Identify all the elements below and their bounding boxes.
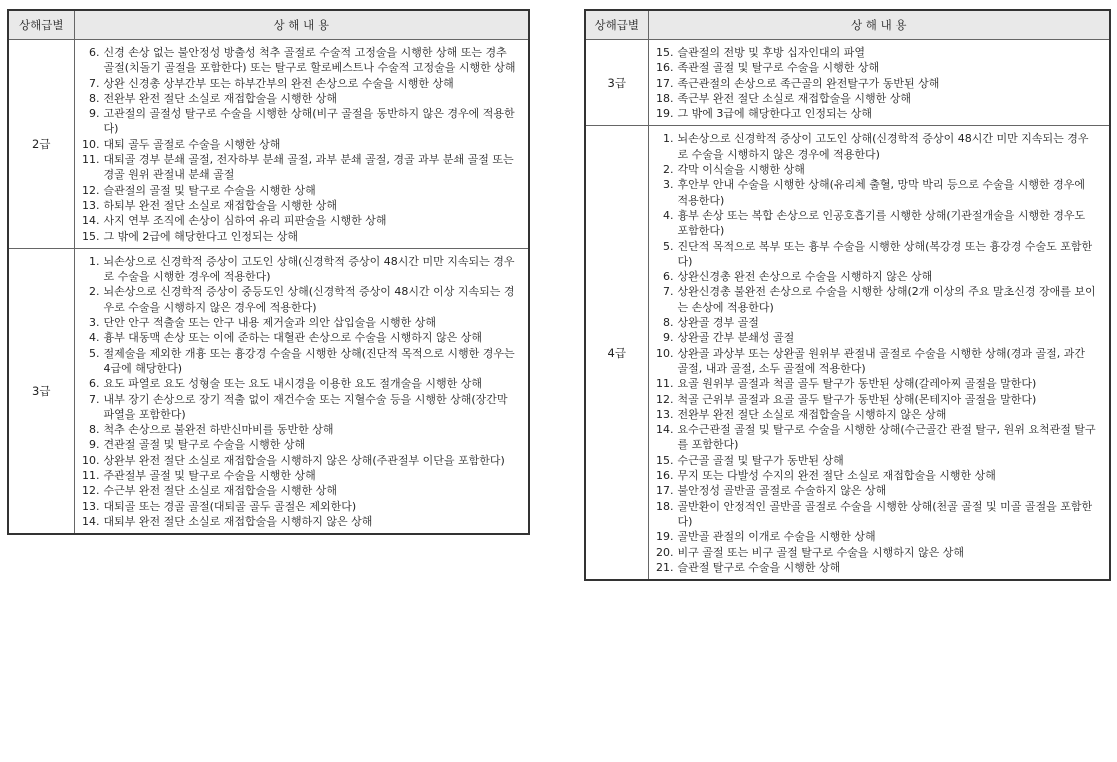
grade-cell: 2급 [8,40,74,249]
list-item [655,560,1100,575]
item-text: 흉부 손상 또는 복합 손상으로 인공호흡기를 시행한 상해(기관절개술을 시행한 경우도 포함한다) [677,208,1086,238]
list-item [655,453,1100,468]
item-number: 5. [663,239,674,253]
item-number: 12. [82,484,100,498]
item-text: 수근골 골절 및 탈구가 동반된 상해 [677,453,844,467]
content-cell [648,126,1110,580]
item-text: 뇌손상으로 신경학적 증상이 고도인 상해(신경학적 증상이 48시간 미만 지속되는 경우로 수술을 시행한 경우에 적용한다) [103,254,515,284]
list-item [655,483,1100,498]
list-item [81,483,519,498]
item-text: 대퇴부 완전 절단 소실로 재접합술을 시행하지 않은 상해 [103,514,373,528]
item-number: 16. [656,61,674,75]
item-text: 슬관절의 전방 및 후방 십자인대의 파열 [677,46,865,59]
list-item [655,407,1100,422]
item-number: 1. [89,254,100,268]
list-item [81,499,519,514]
item-number: 2. [663,163,674,177]
item-text: 상완골 과상부 또는 상완골 원위부 관절내 골절로 수술을 시행한 상해(경과 골절, 과간 골절, 내과 골절, 소두 골절에 적용한다) [677,346,1086,375]
item-text: 요수근관절 골절 및 탈구로 수술을 시행한 상해(수근골간 관절 탈구, 원위 요척관절 탈구를 포함한다) [677,423,1096,452]
list-item [81,468,519,483]
list-item [655,346,1100,377]
list-item [655,392,1100,407]
item-text: 뇌손상으로 신경학적 증상이 고도인 상해(신경학적 증상이 48시간 미만 지속되는 경우로 수술을 시행하지 않은 경우에 적용한다) [677,132,1089,161]
item-number: 3. [89,316,100,330]
item-number: 12. [656,392,674,406]
item-number: 15. [82,229,100,243]
item-number: 6. [663,270,674,284]
item-text: 진단적 목적으로 복부 또는 흉부 수술을 시행한 상해(복강경 또는 흉강경 수술도 포함한다) [677,239,1093,268]
item-number: 17. [656,484,674,498]
item-text: 견관절 골절 및 탈구로 수술을 시행한 상해 [103,438,306,452]
list-item [655,162,1100,177]
item-number: 17. [656,76,674,90]
list-item [655,45,1100,60]
item-number: 1. [663,132,674,146]
item-text: 고관절의 골절성 탈구로 수술을 시행한 상해(비구 골절을 동반하지 않은 경우에 적용한다) [103,107,515,136]
list-item [81,76,519,91]
item-number: 11. [82,469,100,483]
list-item [655,468,1100,483]
item-number: 10. [82,137,100,151]
list-item [655,91,1100,106]
item-text: 골반환이 안정적인 골반골 골절로 수술을 시행한 상해(천골 골절 및 미골 골절을 포함한다) [677,499,1093,528]
item-number: 18. [656,499,674,513]
item-text: 절제술을 제외한 개흉 또는 흉강경 수술을 시행한 상해(진단적 목적으로 시행한 경우는 4급에 해당한다) [103,346,515,375]
item-text: 척골 근위부 골절과 요골 골두 탈구가 동반된 상해(몬테지아 골절을 말한다) [677,392,1037,406]
list-item [81,137,519,152]
item-number: 19. [656,530,674,544]
list-item [81,392,519,423]
item-number: 12. [82,183,100,197]
list-item [81,376,519,391]
item-text: 슬관절 탈구로 수술을 시행한 상해 [677,560,841,574]
item-text: 전완부 완전 절단 소실로 재접합술을 시행한 상해 [103,91,337,105]
header-content: 상 해 내 용 [74,10,529,40]
item-text: 사지 연부 조직에 손상이 심하여 유리 피판술을 시행한 상해 [103,214,387,228]
table-row [585,40,1110,126]
item-text: 대퇴 골두 골절로 수술을 시행한 상해 [103,137,281,151]
list-item [81,437,519,452]
item-number: 4. [663,208,674,222]
table-row [585,126,1110,580]
injury-list [75,249,529,533]
grade-cell: 4급 [585,126,648,580]
item-number: 10. [656,346,674,360]
list-item [81,229,519,244]
item-text: 신경 손상 없는 불안정성 방출성 척추 골절로 수술적 고정술을 시행한 상해 또는 경추 골절(치돌기 골절을 포함한다) 또는 탈구로 할로베스트나 수술적 고정술을 시행한 상해 [103,46,516,75]
item-number: 11. [656,377,674,391]
item-text: 상완신경총 불완전 손상으로 수술을 시행한 상해(2개 이상의 주요 말초신경 장애를 보이는 손상에 적용한다) [677,285,1096,314]
item-text: 족근관절의 손상으로 족근골의 완전탈구가 동반된 상해 [677,76,940,90]
list-item [655,269,1100,284]
item-text: 내부 장기 손상으로 장기 적출 없이 재건수술 또는 지혈수술 등을 시행한 상해(장간막 파열을 포함한다) [103,392,508,421]
item-number: 7. [89,392,100,406]
item-number: 16. [656,469,674,483]
item-text: 흉부 대동맥 손상 또는 이에 준하는 대혈관 손상으로 수술을 시행하지 않은 상해 [103,331,482,345]
list-item [81,284,519,315]
list-item [81,106,519,137]
item-text: 후안부 안내 수술을 시행한 상해(유리체 출혈, 망막 박리 등으로 수술을 시행한 경우에 적용한다) [677,178,1086,207]
list-item [655,422,1100,453]
item-number: 9. [89,107,100,121]
list-item [655,60,1100,75]
item-number: 3. [663,178,674,192]
item-text: 족관절 골절 및 탈구로 수술을 시행한 상해 [677,61,880,75]
item-number: 14. [82,514,100,528]
content-cell [74,248,529,534]
table-body [8,40,529,535]
list-item [655,239,1100,270]
item-number: 20. [656,545,674,559]
grade-cell: 3급 [8,248,74,534]
list-item [655,177,1100,208]
item-number: 5. [89,346,100,360]
item-text: 주관절부 골절 및 탈구로 수술을 시행한 상해 [103,469,316,483]
list-item [81,198,519,213]
item-number: 2. [89,285,100,299]
list-item [81,91,519,106]
grade-cell: 3급 [585,40,648,126]
item-number: 19. [656,107,674,121]
item-text: 상완골 간부 분쇄성 골절 [677,331,795,345]
list-item [655,131,1100,162]
item-number: 9. [89,438,100,452]
list-item [81,152,519,183]
item-number: 7. [663,285,674,299]
item-text: 족근부 완전 절단 소실로 재접합술을 시행한 상해 [677,91,911,105]
item-number: 10. [82,453,100,467]
list-item [655,376,1100,391]
item-text: 비구 골절 또는 비구 골절 탈구로 수술을 시행하지 않은 상해 [677,545,964,559]
item-number: 8. [89,423,100,437]
injury-list [75,40,529,248]
item-text: 하퇴부 완전 절단 소실로 재접합술을 시행한 상해 [103,198,337,212]
list-item [81,453,519,468]
table-body [585,40,1110,581]
header-row [585,10,1110,40]
list-item [81,254,519,285]
list-item [655,315,1100,330]
item-text: 상완부 완전 절단 소실로 재접합술을 시행하지 않은 상해(주관절부 이단을 포함한다) [103,453,505,467]
item-number: 7. [89,76,100,90]
item-text: 척추 손상으로 불완전 하반신마비를 동반한 상해 [103,423,334,437]
item-text: 상완신경총 완전 손상으로 수술을 시행하지 않은 상해 [677,270,933,284]
list-item [655,76,1100,91]
injury-grade-table-right [584,9,1111,581]
item-text: 대퇴골 경부 분쇄 골절, 전자하부 분쇄 골절, 과부 분쇄 골절, 경골 과부 분쇄 골절 또는 경골 원위 관절내 분쇄 골절 [103,153,514,182]
list-item [81,45,519,76]
item-text: 그 밖에 3급에 해당한다고 인정되는 상해 [677,107,872,121]
list-item [655,284,1100,315]
item-text: 슬관절의 골절 및 탈구로 수술을 시행한 상해 [103,183,316,197]
item-number: 18. [656,91,674,105]
item-number: 21. [656,560,674,574]
list-item [655,529,1100,544]
table-row [8,248,529,534]
list-item [655,499,1100,530]
item-number: 9. [663,331,674,345]
item-text: 요골 원위부 골절과 척골 골두 탈구가 동반된 상해(갈레아찌 골절을 말한다) [677,377,1037,391]
injury-list [649,40,1110,125]
item-text: 요도 파열로 요도 성형술 또는 요도 내시경을 이용한 요도 절개술을 시행한 상해 [103,377,482,391]
list-item [81,330,519,345]
item-number: 15. [656,453,674,467]
item-number: 14. [656,423,674,437]
item-number: 13. [82,499,100,513]
list-item [81,514,519,529]
item-number: 13. [82,198,100,212]
list-item [81,422,519,437]
item-text: 골반골 관절의 이개로 수술을 시행한 상해 [677,530,876,544]
list-item [81,346,519,377]
list-item [81,315,519,330]
item-number: 14. [82,214,100,228]
header-content: 상 해 내 용 [648,10,1110,40]
table-row [8,40,529,249]
item-number: 4. [89,331,100,345]
item-text: 전완부 완전 절단 소실로 재접합술을 시행하지 않은 상해 [677,407,947,421]
item-text: 단안 안구 적출술 또는 안구 내용 제거술과 의안 삽입술을 시행한 상해 [103,316,436,330]
list-item [655,208,1100,239]
header-grade: 상해급별 [585,10,648,40]
list-item [655,545,1100,560]
item-number: 8. [663,316,674,330]
list-item [655,330,1100,345]
content-cell [648,40,1110,126]
item-number: 6. [89,377,100,391]
item-text: 그 밖에 2급에 해당한다고 인정되는 상해 [103,229,298,243]
item-number: 8. [89,91,100,105]
item-text: 수근부 완전 절단 소실로 재접합술을 시행한 상해 [103,484,337,498]
item-number: 11. [82,153,100,167]
injury-grade-table-left [7,9,530,535]
list-item [81,213,519,228]
item-text: 상완 신경총 상부간부 또는 하부간부의 완전 손상으로 수술을 시행한 상해 [103,76,454,90]
content-cell [74,40,529,249]
item-number: 15. [656,46,674,59]
item-text: 무지 또는 다발성 수지의 완전 절단 소실로 재접합술을 시행한 상해 [677,469,996,483]
injury-list [649,126,1110,579]
item-text: 불안정성 골반골 골절로 수술하지 않은 상해 [677,484,887,498]
item-text: 뇌손상으로 신경학적 증상이 중등도인 상해(신경학적 증상이 48시간 이상 지속되는 경우로 수술을 시행하지 않은 경우에 적용한다) [103,285,515,314]
item-text: 대퇴골 또는 경골 골절(대퇴골 골두 골절은 제외한다) [103,499,357,513]
item-text: 상완골 경부 골절 [677,316,759,330]
item-number: 6. [89,46,100,59]
list-item [655,106,1100,121]
header-grade: 상해급별 [8,10,74,40]
item-number: 13. [656,407,674,421]
item-text: 각막 이식술을 시행한 상해 [677,163,805,177]
list-item [81,183,519,198]
header-row [8,10,529,40]
